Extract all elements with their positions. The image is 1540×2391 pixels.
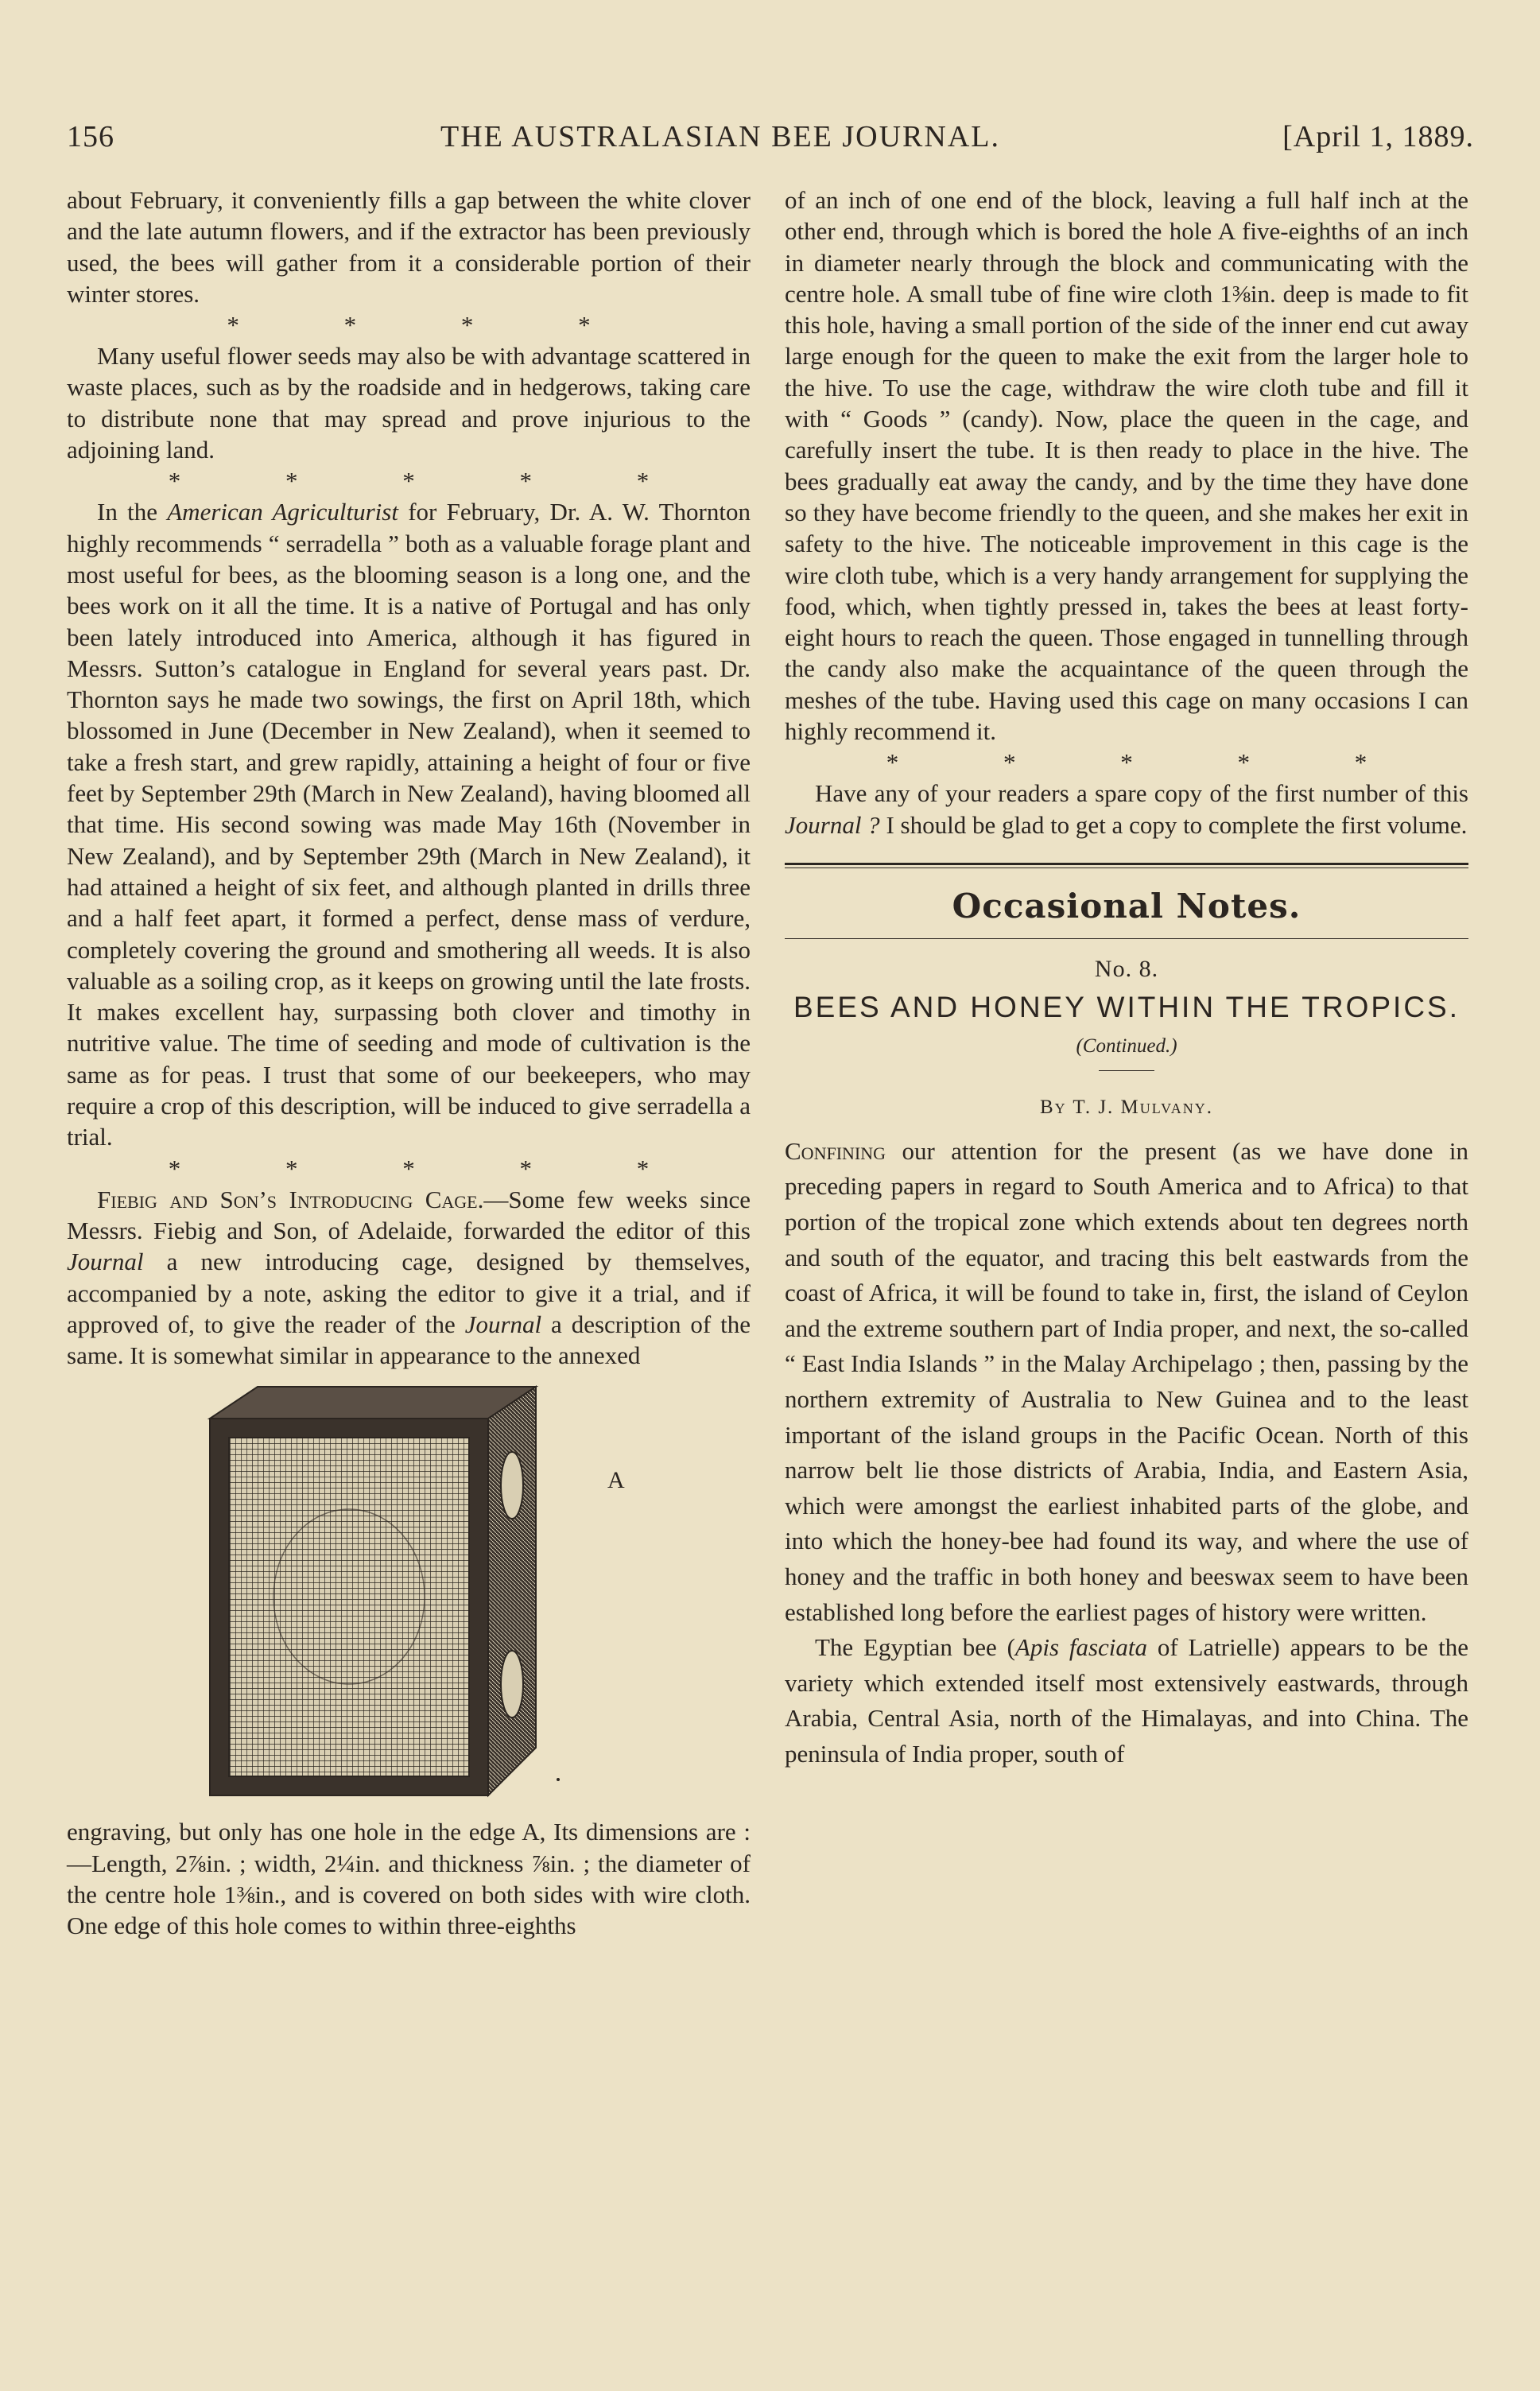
paragraph: Have any of your readers a spare copy of the first number of this Journal ? I should be glad to get a copy to complete the first volume. bbox=[785, 779, 1468, 839]
page-number: 156 bbox=[67, 120, 114, 153]
paragraph: about February, it conveniently fills a gap between the white clover and the late autumn flowers, and if the extractor has been previously used, the bees will gather from it a considerable portion of their winter stores. bbox=[67, 186, 751, 308]
section-separator: * * * * * bbox=[886, 748, 1417, 777]
introducing-cage-engraving bbox=[67, 1382, 751, 1811]
paragraph: Confining our attention for the present (as we have done in preceding papers in regard to South America and to Africa) to that portion of the tropical zone which extends about ten degrees north and south of the equator, and tracing this belt eastwards from the coast of Africa, it will be found to take in, first, the island of Ceylon and the extreme southern part of India proper, and next, the so-called “ East India Islands ” in the Malay Archipelago ; then, passing by the northern extremity of Australia to New Guinea and to the least important of the island groups in the Pacific Ocean. North of this narrow belt lie those districts of Arabia, India, and Eastern Asia, which were amongst the earliest inhabited parts of the globe, and into which the honey-bee had found its way, and where the use of honey and the traffic in both honey and beeswax seem to have been established long before the earliest pages of history were written. bbox=[785, 1136, 1468, 1626]
issue-date: [April 1, 1889. bbox=[1282, 120, 1474, 153]
publication-title: American Agriculturist bbox=[167, 498, 398, 526]
article-title: BEES AND HONEY WITHIN THE TROPICS. bbox=[793, 991, 1460, 1024]
section-separator: * * * * * bbox=[168, 467, 699, 495]
article-byline: By T. J. Mulvany. bbox=[1039, 1096, 1214, 1118]
article-number: No. 8. bbox=[1094, 955, 1159, 982]
species-name: Apis fasciata bbox=[1014, 1633, 1148, 1662]
running-header bbox=[67, 119, 1474, 164]
section-separator: * * * * * bbox=[168, 1154, 699, 1182]
right-column bbox=[785, 184, 1468, 1772]
section-title: Occasional Notes. bbox=[952, 886, 1301, 926]
lead-word: Confining bbox=[785, 1136, 886, 1165]
left-column bbox=[67, 184, 751, 1942]
paragraph: Fiebig and Son’s Introducing Cage.—Some few weeks since Messrs. Fiebig and Son, of Adelaide, forwarded the editor of this Journal a new introducing cage, designed by themselves, accompanied by a note, asking the editor to give it a trial, and if approved of, to give the reader of the Journal a description of the same. It is somewhat similar in appearance to the annexed bbox=[67, 1185, 751, 1370]
paragraph: engraving, but only has one hole in the edge A, Its dimensions are :—Length, 2⅞in. ; width, 2¼in. and thickness ⅞in. ; the diameter of the centre hole 1⅜in., and is covered on both sides with wire cloth. One edge of this hole comes to within three-eighths bbox=[67, 1818, 751, 1940]
section-title-rule bbox=[785, 938, 1468, 939]
cage-illustration bbox=[202, 1382, 576, 1811]
paragraph-heading: Fiebig and Son’s Introducing Cage. bbox=[97, 1185, 484, 1213]
section-divider bbox=[785, 863, 1468, 868]
section-separator: * * * * bbox=[227, 311, 640, 340]
paragraph: In the American Agriculturist for February, Dr. A. W. Thornton highly recommends “ serradella ” both as a valuable forage plant and most useful for bees, as the blooming season is a long one, and the bees work on it all the time. It is a native of Portugal and has only been lately introduced into America, although it has figured in Messrs. Sutton’s catalogue in England for several years past. Dr. Thornton says he made two sowings, the first on April 18th, which blossomed in June (December in New Zealand), when it seemed to take a fresh start, and grew rapidly, attaining a height of four or five feet by September 29th (March in New Zealand), having bloomed all that time. His second sowing was made May 16th (November in New Zealand), and by September 29th (March in New Zealand), it had attained a height of six feet, and although planted in drills three and a half feet apart, it formed a perfect, dense mass of verdure, completely covering the ground and smothering all weeds. It is also valuable as a soiling crop, as it keeps on growing until the late frosts. It makes excellent hay, surpassing both clover and timothy in nutritive value. The time of seeding and mode of cultivation is the same as for peas. I trust that some of our beekeepers, who may require a crop of this description, will be induced to give serradella a trial. bbox=[67, 498, 751, 1151]
figure-label: A bbox=[607, 1467, 625, 1494]
short-rule bbox=[1099, 1070, 1154, 1071]
paragraph: of an inch of one end of the block, leaving a full half inch at the other end, through which is bored the hole A five-eighths of an inch in diameter nearly through the block and communicating with the centre hole. A small tube of fine wire cloth 1⅜in. deep is made to fit this hole, having a small portion of the side of the inner end cut away large enough for the queen to make the exit from the larger hole to the hive. To use the cage, withdraw the wire cloth tube and fill it with “ Goods ” (candy). Now, place the queen in the cage, and carefully insert the tube. It is then ready to place in the hive. The bees gradually eat away the candy, and by the time they have done so they have become friendly to the queen, and she makes her exit in safety to the hive. The noticeable improvement in this cage is the wire cloth tube, which is a very handy arrangement for supplying the food, which, when tightly pressed in, takes the bees at least forty-eight hours to reach the queen. Those engaged in tunnelling through the candy also make the acquaintance of the queen through the meshes of the tube. Having used this cage on many occasions I can highly recommend it. bbox=[785, 186, 1468, 746]
paragraph: The Egyptian bee (Apis fasciata of Latrielle) appears to be the variety which extended itself most extensively eastwards, through Arabia, Central Asia, north of the Himalayas, and into China. The peninsula of India proper, south of bbox=[785, 1633, 1468, 1768]
article-body bbox=[785, 1134, 1468, 1772]
continued-note: (Continued.) bbox=[1076, 1035, 1177, 1058]
paragraph: Many useful flower seeds may also be with advantage scattered in waste places, such as by the roadside and in hedgerows, taking care to distribute none that may spread and prove injurious to the adjoining land. bbox=[67, 342, 751, 464]
journal-title: THE AUSTRALASIAN BEE JOURNAL. bbox=[440, 120, 1000, 153]
